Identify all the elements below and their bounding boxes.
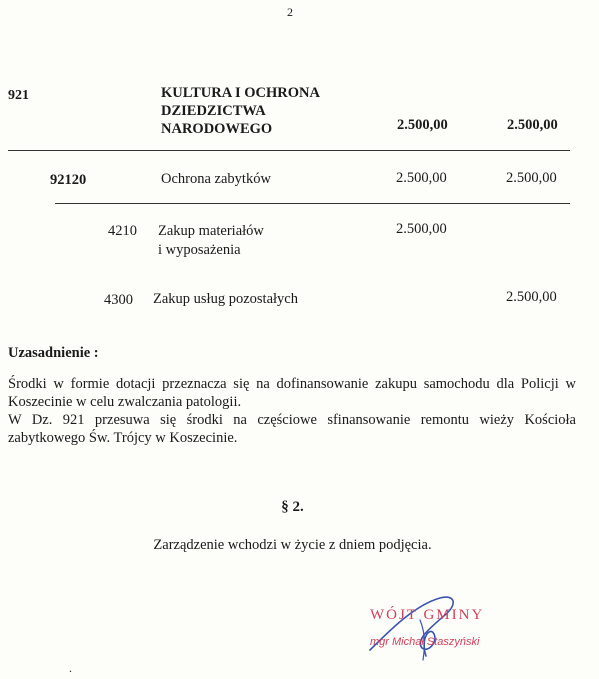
signature-icon (360, 590, 470, 665)
divider-line (8, 150, 570, 151)
item-name-line: Zakup materiałów (158, 223, 264, 239)
chapter-code: 92120 (50, 172, 87, 188)
item-amount: 2.500,00 (506, 289, 557, 305)
section-title-line: NARODOWEGO (161, 121, 273, 137)
justification-heading: Uzasadnienie : (8, 345, 99, 361)
section-amount-2: 2.500,00 (507, 117, 558, 133)
page-number: 2 (287, 5, 293, 19)
divider-line (55, 203, 570, 204)
section-title (161, 84, 320, 138)
chapter-amount-1: 2.500,00 (396, 170, 447, 186)
paragraph-mark: § 2. (281, 499, 304, 515)
chapter-name: Ochrona zabytków (161, 171, 271, 187)
section-title-line: DZIEDZICTWA (161, 103, 266, 119)
section-code: 921 (8, 88, 29, 103)
section-title-line: KULTURA I OCHRONA (161, 85, 320, 101)
item-name-line: i wyposażenia (158, 242, 241, 258)
item-name (158, 222, 264, 260)
item-code: 4210 (108, 223, 137, 239)
justification-paragraph: W Dz. 921 przesuwa się środki na częściowe sfinansowanie remontu wieży Kościoła zabytkowego Św. Trójcy w Koszecinie. (8, 412, 576, 446)
justification-text (8, 375, 576, 447)
paragraph-text: Zarządzenie wchodzi w życie z dniem podjęcia. (153, 537, 432, 553)
stamp-name: mgr Michał Staszyński (370, 636, 480, 648)
item-code: 4300 (104, 292, 133, 308)
chapter-amount-2: 2.500,00 (506, 170, 557, 186)
item-name: Zakup usług pozostałych (153, 291, 298, 307)
footer-mark: . (69, 661, 72, 675)
justification-paragraph: Środki w formie dotacji przeznacza się na dofinansowanie zakupu samochodu dla Policji w Koszecinie w celu zwalczania patologii. (8, 376, 576, 410)
item-amount: 2.500,00 (396, 221, 447, 237)
section-amount-1: 2.500,00 (397, 117, 448, 133)
stamp-title: WÓJT GMINY (370, 607, 485, 623)
